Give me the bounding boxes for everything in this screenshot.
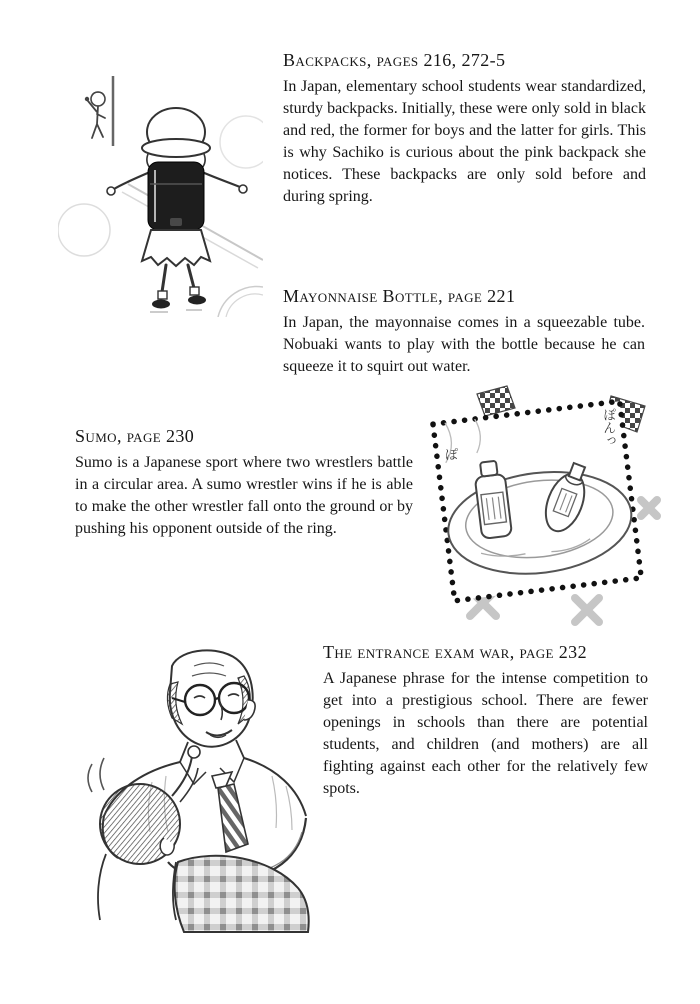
backpacks-body: In Japan, elementary school students wear standardized, sturdy backpacks. Initially, these were only sold in black and red, the former for boys and the latter for girls. This is why Sachiko is curious about the pink backpack she notices. These backpacks are only sold before and during spring.: [283, 78, 646, 205]
mayonnaise-body: In Japan, the mayonnaise comes in a squeezable tube. Nobuaki wants to play with the bottle because he can squeeze it to squirt out water.: [283, 314, 645, 375]
entrance-exam-body: A Japanese phrase for the intense competition to get into a prestigious school. There are fewer openings in schools than there are potential students, and children (and mothers) are all fighting against each other for the relatively few spots.: [323, 670, 648, 797]
backpacks-heading: Backpacks, pages 216, 272-5: [283, 50, 506, 70]
sfx-text: ぽ: [445, 447, 459, 462]
entrance-exam-heading: The entrance exam war, page 232: [323, 642, 587, 662]
entrance-exam-illustration: [76, 636, 310, 934]
mayonnaise-heading: Mayonnaise Bottle, page 221: [283, 286, 516, 306]
schoolgirl-illustration-drawing: [58, 72, 263, 317]
father-and-child-drawing: [76, 636, 310, 934]
section-sumo: [75, 426, 413, 540]
sumo-body: Sumo is a Japanese sport where two wrestlers battle in a circular area. A sumo wrestler wins if he is able to make the other wrestler fall onto the ground or by pushing his opponent outside of the ring.: [75, 454, 413, 537]
section-backpacks: [283, 50, 646, 208]
section-mayonnaise: [75, 286, 645, 378]
sumo-heading: Sumo, page 230: [75, 426, 195, 446]
dotted-panel-drawing: [415, 378, 667, 630]
sumo-illustration: [415, 378, 667, 630]
backpack-illustration: [58, 72, 263, 317]
sfx-text-vertical: ぽんっ: [601, 408, 617, 447]
illustration-wrap-spacer: [75, 286, 283, 362]
section-entrance-exam: [323, 642, 648, 800]
